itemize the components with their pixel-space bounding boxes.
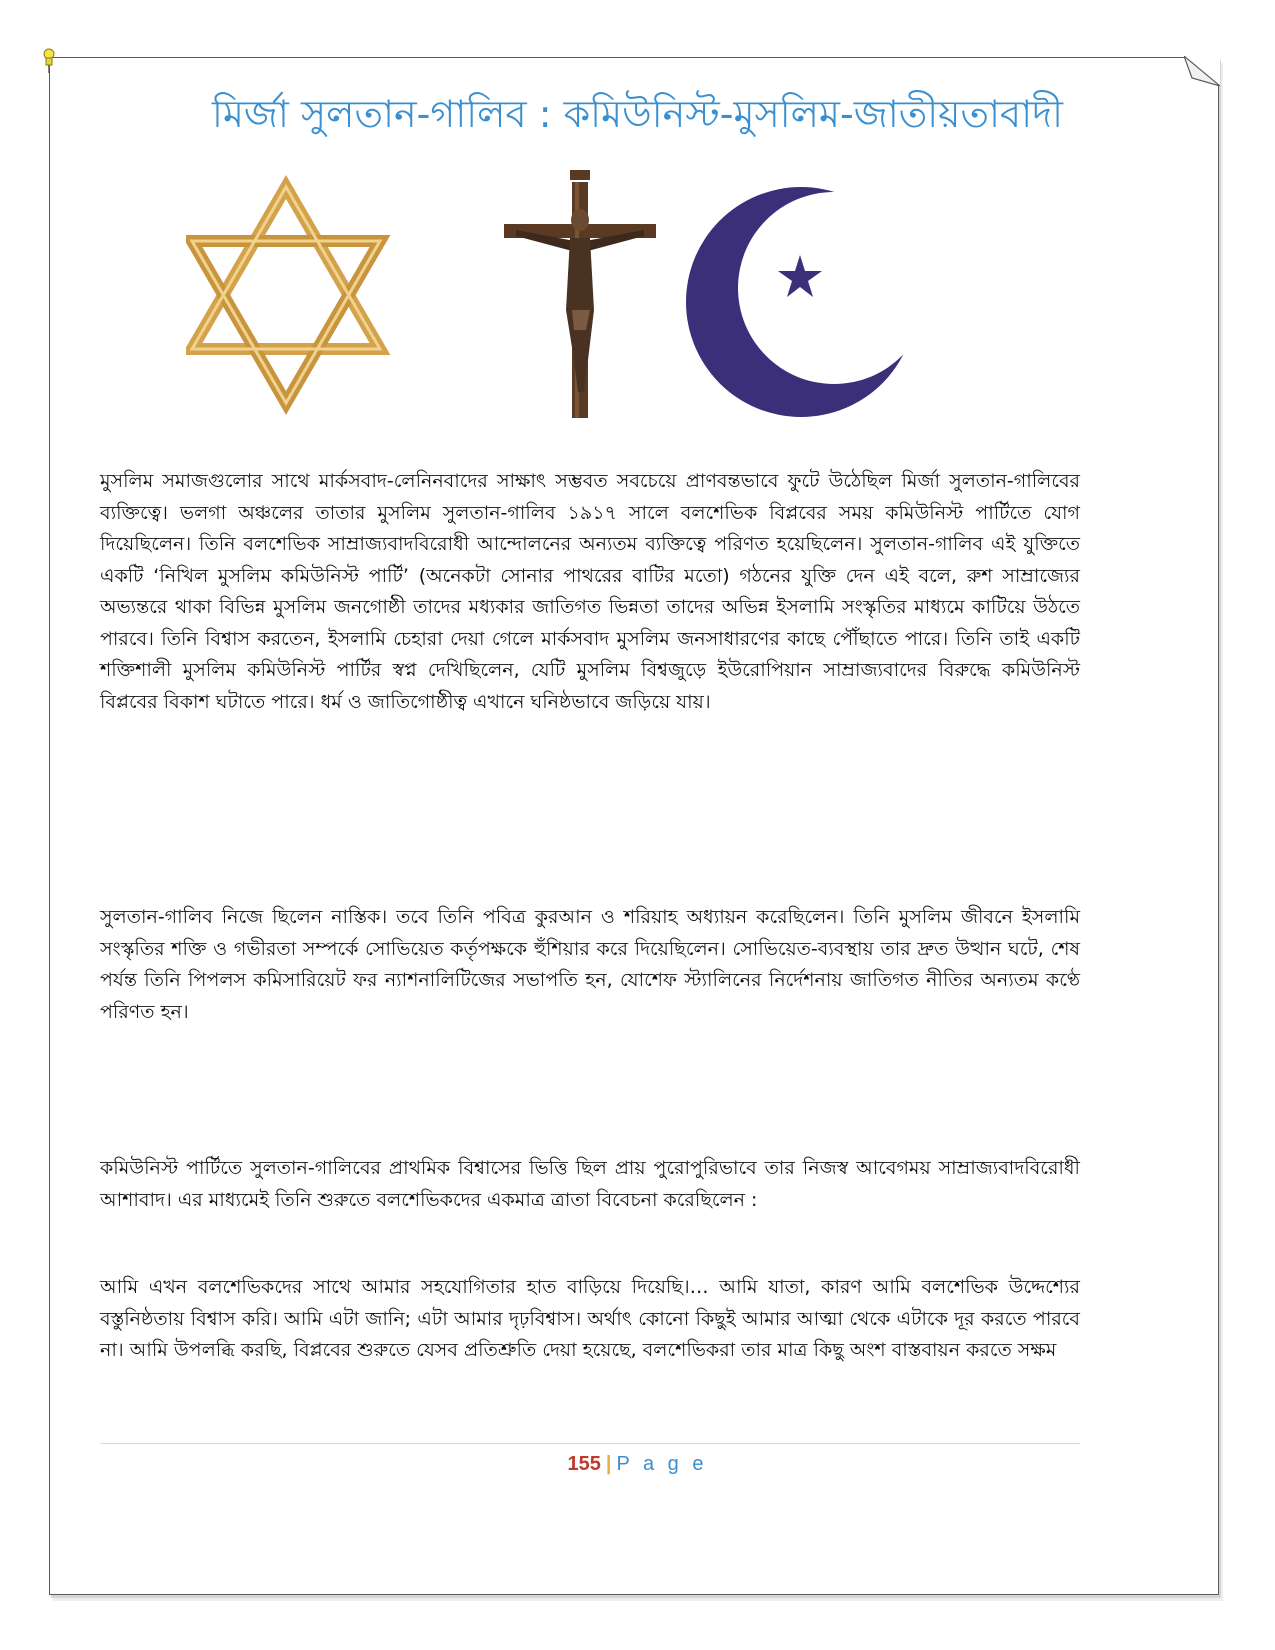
pushpin-icon (40, 48, 58, 74)
star-of-david-icon (192, 187, 380, 403)
paragraph-1: মুসলিম সমাজগুলোর সাথে মার্কসবাদ-লেনিনবাদের সাক্ষাৎ সম্ভবত সবচেয়ে প্রাণবন্তভাবে ফুটে উঠেছিল মির্জা সুলতান-গালিবের ব্যক্তিত্বে। ভলগা অঞ্চলের তাতার মুসলিম সুলতান-গালিব ১৯১৭ সালে বলশেভিক বিপ্লবের সময় কমিউনিস্ট পার্টিতে যোগ দিয়েছিলেন। তিনি বলশেভিক সাম্রাজ্যবাদবিরোধী আন্দোলনের অন্যতম ব্যক্তিত্বে পরিণত হয়েছিলেন। সুলতান-গালিব এই যুক্তিতে একটি ‘নিখিল মুসলিম কমিউনিস্ট পার্টি’ (অনেকটা সোনার পাথরের বাটির মতো) গঠনের যুক্তি দেন এই বলে, রুশ সাম্রাজ্যের অভ্যন্তরে থাকা বিভিন্ন মুসলিম জনগোষ্ঠী তাদের মধ্যকার জাতিগত ভিন্নতা তাদের অভিন্ন ইসলামি সংস্কৃতির মাধ্যমে কাটিয়ে উঠতে পারবে। তিনি বিশ্বাস করতেন, ইসলামি চেহারা দেয়া গেলে মার্কসবাদ মুসলিম জনসাধারণের কাছে পৌঁছাতে পারে। তিনি তাই একটি শক্তিশালী মুসলিম কমিউনিস্ট পার্টির স্বপ্ন দেখিছিলেন, যেটি মুসলিম বিশ্বজুড়ে ইউরোপিয়ান সাম্রাজ্যবাদের বিরুদ্ধে কমিউনিস্ট বিপ্লবের বিকাশ ঘটাতে পারে। ধর্ম ও জাতিগোষ্ঠীত্ব এখানে ঘনিষ্ঠভাবে জড়িয়ে যায়। (100, 470, 1080, 713)
paragraph-3: কমিউনিস্ট পার্টিতে সুলতান-গালিবের প্রাথমিক বিশ্বাসের ভিত্তি ছিল প্রায় পুরোপুরিভাবে তার নিজস্ব আবেগময় সাম্রাজ্যবাদবিরোধী আশাবাদ। এর মাধ্যমেই তিনি শুরুতে বলশেভিকদের একমাত্র ত্রাতা বিবেচনা করেছিলেন : (100, 1157, 1080, 1211)
page-footer (0, 1450, 1275, 1478)
page-label: P a g e (616, 1453, 708, 1475)
crescent-and-star-icon (686, 187, 930, 417)
quote-paragraph: আমি এখন বলশেভিকদের সাথে আমার সহযোগিতার হাত বাড়িয়ে দিয়েছি।… আমি যাতা, কারণ আমি বলশেভিক উদ্দেশ্যের বস্তুনিষ্ঠতায় বিশ্বাস করি। আমি এটা জানি; এটা আমার দৃঢ়বিশ্বাস। অর্থাৎ কোনো কিছুই আমার আত্মা থেকে এটাকে দূর করতে পারবে না। আমি উপলব্ধি করছি, বিপ্লবের শুরুতে যেসব প্রতিশ্রুতি দেয়া হয়েছে, বলশেভিকরা তার মাত্র কিছু অংশ বাস্তবায়ন করতে সক্ষম (100, 1276, 1080, 1361)
page-separator: | (605, 1453, 612, 1475)
crucifix-icon (504, 170, 656, 418)
religious-symbols-banner (186, 160, 994, 430)
footer-divider (100, 1443, 1080, 1444)
page-title: মির্জা সুলতান-গালিব : কমিউনিস্ট-মুসলিম-জাতীয়তাবাদী (211, 92, 1064, 136)
page-number: 155 (567, 1453, 601, 1475)
paragraph-2: সুলতান-গালিব নিজে ছিলেন নাস্তিক। তবে তিনি পবিত্র কুরআন ও শরিয়াহ অধ্যায়ন করেছিলেন। তিনি মুসলিম জীবনে ইসলামি সংস্কৃতির শক্তি ও গভীরতা সম্পর্কে সোভিয়েত কর্তৃপক্ষকে হুঁশিয়ার করে দিয়েছিলেন। সোভিয়েত-ব্যবস্থায় তার দ্রুত উত্থান ঘটে, শেষ পর্যন্ত তিনি পিপলস কমিসারিয়েট ফর ন্যাশনালিটিজের সভাপতি হন, যোশেফ স্ট্যালিনের নির্দেশনায় জাতিগত নীতির অন্যতম কণ্ঠে পরিণত হন। (100, 906, 1080, 1023)
page-curl-corner (1184, 56, 1220, 86)
